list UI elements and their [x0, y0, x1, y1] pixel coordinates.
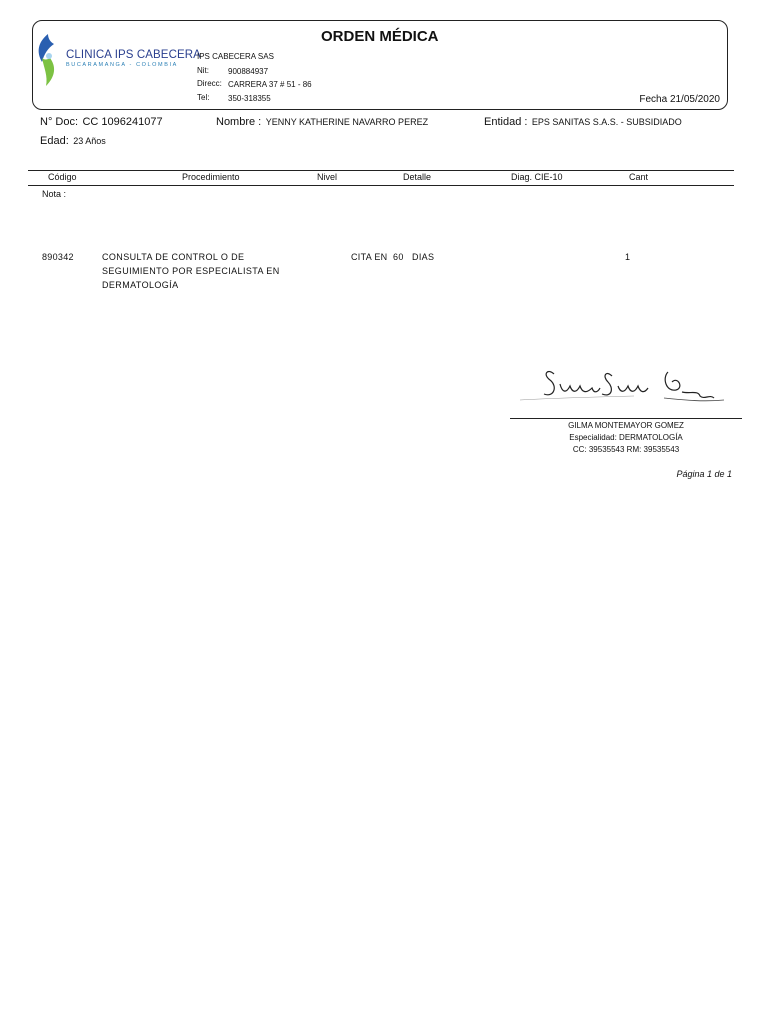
patient-entidad	[484, 112, 682, 130]
logo-name: CLINICA IPS CABECERA	[66, 49, 201, 61]
patient-doc	[40, 112, 163, 130]
edad-label: Edad:	[40, 135, 69, 147]
nit-label: Nit:	[197, 66, 209, 75]
fecha-label: Fecha	[639, 94, 668, 105]
procedimiento-line: SEGUIMIENTO POR ESPECIALISTA EN	[102, 266, 280, 276]
col-diag: Diag. CIE-10	[511, 172, 563, 182]
direccion-label: Direcc:	[197, 79, 222, 88]
logo-tagline: BUCARAMANGA - COLOMBIA	[66, 62, 178, 68]
table-top-rule	[28, 170, 734, 171]
fecha	[639, 94, 720, 105]
patient-edad	[40, 131, 106, 149]
patient-name	[216, 112, 428, 130]
table-header-rule	[28, 185, 734, 186]
document-title: ORDEN MÉDICA	[321, 28, 439, 45]
col-detalle: Detalle	[403, 172, 432, 182]
entidad-value: EPS SANITAS S.A.S. - SUBSIDIADO	[531, 117, 682, 127]
nit-value: 900884937	[228, 67, 269, 76]
doc-label: N° Doc:	[40, 116, 79, 128]
col-cant: Cant	[629, 172, 649, 182]
entidad-label: Entidad :	[484, 116, 528, 128]
tel-label: Tel:	[197, 93, 210, 102]
col-procedimiento: Procedimiento	[182, 172, 240, 182]
procedimiento-line: CONSULTA DE CONTROL O DE	[102, 252, 245, 262]
doc-value: CC 1096241077	[82, 116, 163, 128]
page-number: Página 1 de 1	[676, 469, 732, 479]
fecha-value: 21/05/2020	[669, 94, 720, 105]
edad-value: 23 Años	[73, 136, 106, 146]
signer-ids: CC: 39535543 RM: 39535543	[572, 445, 680, 454]
row-detalle: CITA EN 60 DIAS	[351, 252, 435, 262]
row-procedimiento	[102, 250, 312, 292]
direccion-value: CARRERA 37 # 51 - 86	[228, 80, 312, 89]
nombre-value: YENNY KATHERINE NAVARRO PEREZ	[265, 117, 429, 127]
company-name: IPS CABECERA SAS	[197, 52, 274, 61]
tel-value: 350-318355	[228, 94, 271, 103]
row-cant: 1	[625, 252, 631, 262]
nombre-label: Nombre :	[216, 116, 262, 128]
signer-name: GILMA MONTEMAYOR GOMEZ	[568, 421, 684, 430]
col-codigo: Código	[48, 172, 77, 182]
procedimiento-line: DERMATOLOGÍA	[102, 280, 179, 290]
clinic-logo-icon	[34, 32, 60, 88]
row-codigo: 890342	[42, 252, 74, 262]
signature-image	[514, 364, 734, 410]
signature-line	[510, 418, 742, 419]
nota-label: Nota :	[42, 189, 67, 199]
col-nivel: Nivel	[317, 172, 338, 182]
signer-especialidad: Especialidad: DERMATOLOGÍA	[569, 433, 683, 442]
